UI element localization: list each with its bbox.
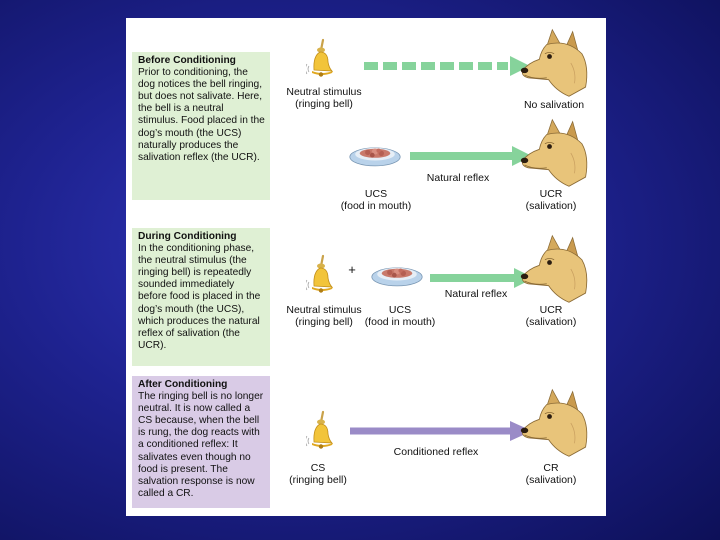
no-salivation-label: No salivation — [523, 99, 585, 111]
natural-reflex-label: Natural reflex — [444, 288, 508, 300]
neutral-stimulus-label: Neutral stimulus (ringing bell) — [286, 86, 362, 110]
natural-reflex-label: Natural reflex — [426, 172, 490, 184]
panel-heading: After Conditioning — [138, 379, 228, 390]
panel-text: Prior to conditioning, the dog notices the bell ringing, but does not salivate. Here, the bell is a neutral stimulus. Food placed in the dog’s mouth (the UCS) naturally produces the salivation reflex (the UCR). — [138, 67, 265, 163]
dog-head-icon — [519, 386, 593, 460]
panel-text: The ringing bell is no longer neutral. It is now called a CS because, when the bell is rung, the dog reacts with a conditioned reflex: It salivates even though no food is present. The salvation response is now called a CR. — [138, 391, 264, 499]
ucr-label: UCR (salivation) — [525, 304, 577, 328]
neutral-stimulus-label: Neutral stimulus (ringing bell) — [286, 304, 362, 328]
conditioned-reflex-label: Conditioned reflex — [393, 446, 479, 458]
dog-head-icon — [519, 232, 593, 306]
panel-after-conditioning — [132, 376, 270, 508]
food-bowl-icon — [370, 262, 424, 290]
bell-icon — [306, 38, 336, 78]
panel-heading: During Conditioning — [138, 231, 237, 242]
diagram-card — [126, 18, 606, 516]
conditioned-reflex-arrow — [350, 421, 535, 441]
bell-icon — [306, 410, 336, 450]
ucs-label: UCS (food in mouth) — [340, 188, 412, 212]
dashed-arrow — [362, 56, 532, 76]
dog-head-icon — [519, 26, 593, 100]
panel-text: In the conditioning phase, the neutral stimulus (the ringing bell) is repeatedly sounded immediately before food is placed in the dog’s mouth (the UCS), which produces the natural reflex of salivation (the UCR). — [138, 243, 261, 351]
cr-label: CR (salivation) — [525, 462, 577, 486]
natural-reflex-arrow — [410, 146, 535, 166]
panel-during-conditioning — [132, 228, 270, 366]
ucr-label: UCR (salivation) — [525, 188, 577, 212]
plus-sign: + — [348, 262, 356, 277]
dog-head-icon — [519, 116, 593, 190]
bell-icon — [306, 254, 336, 294]
panel-heading: Before Conditioning — [138, 55, 236, 66]
food-bowl-icon — [348, 142, 402, 170]
cs-label: CS (ringing bell) — [289, 462, 347, 486]
panel-before-conditioning — [132, 52, 270, 200]
ucs-label: UCS (food in mouth) — [364, 304, 436, 328]
